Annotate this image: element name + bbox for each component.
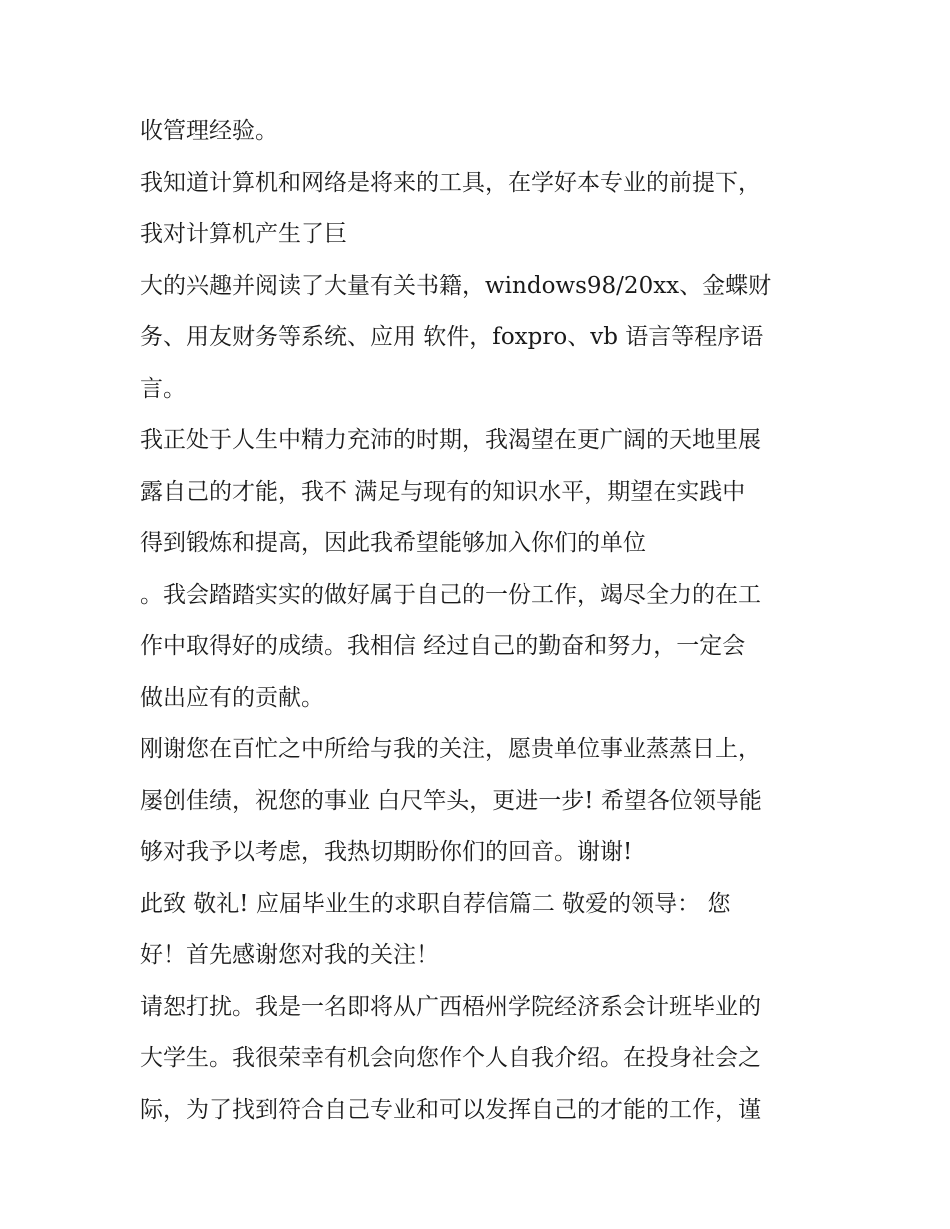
text-line: 际，为了找到符合自己专业和可以发挥自己的才能的工作，谨: [140, 1096, 761, 1123]
text-line: 。我会踏踏实实的做好属于自己的一份工作，竭尽全力的在工: [140, 581, 761, 608]
text-line: 此致 敬礼! 应届毕业生的求职自荐信篇二 敬爱的领导： 您: [140, 890, 731, 917]
text-line: 作中取得好的成绩。我相信 经过自己的勤奋和努力，一定会: [140, 633, 746, 659]
text-line: 屡创佳绩，祝您的事业 白尺竿头，更进一步! 希望各位领导能: [140, 787, 762, 814]
text-line: 大的兴趣并阅读了大量有关书籍，windows98/20xx、金蝶财: [140, 272, 772, 299]
text-line: 收管理经验。: [140, 118, 278, 144]
text-line: 务、用友财务等系统、应用 软件，foxpro、vb 语言等程序语: [140, 324, 764, 350]
text-line: 我对计算机产生了巨: [140, 221, 347, 247]
text-line: 好！首先感谢您对我的关注！: [140, 942, 439, 968]
text-line: 够对我予以考虑，我热切期盼你们的回音。谢谢!: [140, 839, 633, 865]
text-line: 言。: [140, 375, 186, 402]
text-line: 大学生。我很荣幸有机会向您作个人自我介绍。在投身社会之: [140, 1045, 761, 1071]
text-line: 刚谢您在百忙之中所给与我的关注，愿贵单位事业蒸蒸日上，: [140, 736, 761, 762]
text-line: 得到锻炼和提高，因此我希望能够加入你们的单位: [140, 530, 646, 556]
text-line: 做出应有的贡献。: [140, 684, 324, 711]
text-line: 我知道计算机和网络是将来的工具，在学好本专业的前提下，: [140, 169, 761, 196]
text-line: 我正处于人生中精力充沛的时期，我渴望在更广阔的天地里展: [140, 427, 761, 453]
text-line: 请恕打扰。我是一名即将从广西梧州学院经济系会计班毕业的: [140, 993, 761, 1020]
body-text: [140, 106, 830, 1136]
text-line: 露自己的才能，我不 满足与现有的知识水平，期望在实践中: [140, 478, 746, 505]
